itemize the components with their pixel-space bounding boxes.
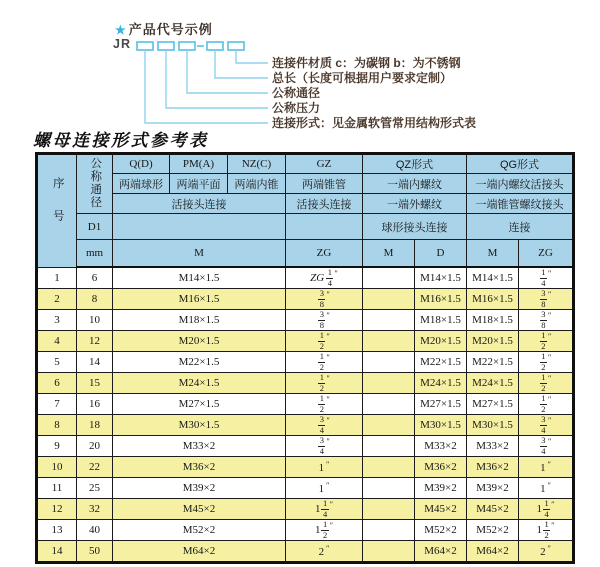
- row-qz-d: M33×2: [415, 436, 467, 457]
- row-gz-size: 1 ″: [286, 478, 363, 499]
- row-serial-no: 3: [37, 310, 77, 331]
- header-type-qg: QG形式: [467, 154, 574, 174]
- row-qg-m: M30×1.5: [467, 415, 519, 436]
- row-m-thread: M20×1.5: [113, 331, 286, 352]
- row-dn-mm: 32: [77, 499, 113, 520]
- header-unit-qz-d: D: [415, 240, 467, 268]
- row-qg-zg: $\frac{1}{2}$ ″: [519, 373, 574, 394]
- row-qg-zg: 1 $\frac{1}{2}$ ″: [519, 520, 574, 541]
- row-qg-m: M14×1.5: [467, 267, 519, 289]
- table-row: [37, 373, 574, 394]
- table-row: [37, 457, 574, 478]
- row-serial-no: 14: [37, 541, 77, 563]
- row-qz-d: M39×2: [415, 478, 467, 499]
- header-qg-connection: 连接: [467, 214, 574, 240]
- label-nominal-pressure: 公称压力: [272, 101, 321, 115]
- table-body: [37, 267, 574, 563]
- header-unit-m: M: [113, 240, 286, 268]
- row-qz-m: [363, 478, 415, 499]
- row-qg-zg: $\frac{1}{2}$ ″: [519, 394, 574, 415]
- header-ends-qz: 一端内螺纹: [363, 174, 467, 194]
- row-qz-d: M22×1.5: [415, 352, 467, 373]
- label-connector-material: 连接件材质 c：为碳钢 b：为不锈钢: [272, 56, 461, 70]
- row-gz-size: $\frac{3}{4}$ ″: [286, 436, 363, 457]
- row-m-thread: M24×1.5: [113, 373, 286, 394]
- header-unit-qg-zg: ZG: [519, 240, 574, 268]
- table-row: [37, 499, 574, 520]
- diagram-title: [115, 19, 213, 38]
- table-row: [37, 289, 574, 310]
- row-gz-size: 2 ″: [286, 541, 363, 563]
- row-m-thread: M22×1.5: [113, 352, 286, 373]
- row-serial-no: 11: [37, 478, 77, 499]
- code-box-1: [137, 42, 153, 50]
- header-d1: D1: [77, 214, 113, 240]
- row-serial-no: 8: [37, 415, 77, 436]
- row-qg-m: M24×1.5: [467, 373, 519, 394]
- row-qz-m: [363, 499, 415, 520]
- row-qz-m: [363, 394, 415, 415]
- row-qg-m: M39×2: [467, 478, 519, 499]
- row-qg-m: M52×2: [467, 520, 519, 541]
- header-unit-mm: mm: [77, 240, 113, 268]
- row-gz-size: $\frac{1}{2}$ ″: [286, 352, 363, 373]
- code-box-5: [228, 42, 244, 50]
- row-dn-mm: 50: [77, 541, 113, 563]
- code-box-4: [207, 42, 223, 50]
- row-m-thread: M27×1.5: [113, 394, 286, 415]
- row-qz-d: M27×1.5: [415, 394, 467, 415]
- header-qz-ball-joint: 球形接头连接: [363, 214, 467, 240]
- row-dn-mm: 25: [77, 478, 113, 499]
- row-qz-d: M20×1.5: [415, 331, 467, 352]
- row-m-thread: M52×2: [113, 520, 286, 541]
- row-m-thread: M64×2: [113, 541, 286, 563]
- row-qg-zg: 2 ″: [519, 541, 574, 563]
- row-serial-no: 12: [37, 499, 77, 520]
- row-gz-size: $\frac{1}{2}$ ″: [286, 331, 363, 352]
- row-dn-mm: 6: [77, 267, 113, 289]
- header-type-qz: QZ形式: [363, 154, 467, 174]
- header-union-connection: 活接头连接: [113, 194, 286, 214]
- table-row: [37, 478, 574, 499]
- row-dn-mm: 12: [77, 331, 113, 352]
- table-row: [37, 331, 574, 352]
- row-m-thread: M30×1.5: [113, 415, 286, 436]
- row-qz-m: [363, 436, 415, 457]
- table-row: [37, 415, 574, 436]
- row-m-thread: M14×1.5: [113, 267, 286, 289]
- label-nominal-diameter: 公称通径: [272, 86, 321, 100]
- row-dn-mm: 22: [77, 457, 113, 478]
- header-gz-union: 活接头连接: [286, 194, 363, 214]
- row-gz-size: $\frac{3}{4}$ ″: [286, 415, 363, 436]
- table-row: [37, 352, 574, 373]
- row-gz-size: $\frac{1}{2}$ ″: [286, 373, 363, 394]
- row-qz-d: M64×2: [415, 541, 467, 563]
- table-title: 螺母连接形式参考表: [33, 131, 209, 151]
- header-ends-gz: 两端锥管: [286, 174, 363, 194]
- row-serial-no: 6: [37, 373, 77, 394]
- header-unit-qz-m: M: [363, 240, 415, 268]
- leader-line-1: [145, 50, 268, 123]
- row-qz-d: M45×2: [415, 499, 467, 520]
- row-qz-m: [363, 289, 415, 310]
- row-gz-size: ZG $\frac{1}{4}$ ″: [286, 267, 363, 289]
- leader-line-2: [166, 50, 268, 108]
- row-serial-no: 7: [37, 394, 77, 415]
- header-ends-qg: 一端内螺纹活接头: [467, 174, 574, 194]
- leader-line-5: [236, 50, 268, 63]
- header-empty-gz: [286, 214, 363, 240]
- header-ends-nzc: 两端内锥: [228, 174, 286, 194]
- row-serial-no: 10: [37, 457, 77, 478]
- header-unit-qg-m: M: [467, 240, 519, 268]
- header-type-qd: Q(D): [113, 154, 170, 174]
- row-m-thread: M45×2: [113, 499, 286, 520]
- row-qg-zg: 1 $\frac{1}{4}$ ″: [519, 499, 574, 520]
- header-ends-qd: 两端球形: [113, 174, 170, 194]
- row-serial-no: 13: [37, 520, 77, 541]
- row-qz-m: [363, 310, 415, 331]
- row-m-thread: M18×1.5: [113, 310, 286, 331]
- row-qz-m: [363, 373, 415, 394]
- header-type-gz: GZ: [286, 154, 363, 174]
- row-gz-size: 1 $\frac{1}{2}$ ″: [286, 520, 363, 541]
- row-qg-zg: $\frac{1}{2}$ ″: [519, 352, 574, 373]
- row-qg-zg: $\frac{3}{4}$ ″: [519, 436, 574, 457]
- row-qz-m: [363, 331, 415, 352]
- row-qg-m: M22×1.5: [467, 352, 519, 373]
- row-dn-mm: 8: [77, 289, 113, 310]
- header-ends-pma: 两端平面: [170, 174, 228, 194]
- row-dn-mm: 16: [77, 394, 113, 415]
- row-m-thread: M39×2: [113, 478, 286, 499]
- table-row: [37, 267, 574, 289]
- row-m-thread: M36×2: [113, 457, 286, 478]
- row-qz-m: [363, 541, 415, 563]
- row-qg-m: M33×2: [467, 436, 519, 457]
- header-qz-external-thread: 一端外螺纹: [363, 194, 467, 214]
- row-gz-size: $\frac{1}{2}$ ″: [286, 394, 363, 415]
- row-qg-m: M20×1.5: [467, 331, 519, 352]
- row-dn-mm: 10: [77, 310, 113, 331]
- row-gz-size: 1 ″: [286, 457, 363, 478]
- row-qz-d: M30×1.5: [415, 415, 467, 436]
- nut-connection-reference-table: [35, 152, 575, 564]
- row-dn-mm: 14: [77, 352, 113, 373]
- row-qz-m: [363, 520, 415, 541]
- table-row: [37, 310, 574, 331]
- header-nominal-diameter: 公称通径: [77, 154, 113, 214]
- leader-line-3: [187, 50, 268, 93]
- row-qz-m: [363, 352, 415, 373]
- table-row: [37, 541, 574, 563]
- header-type-nzc: NZ(C): [228, 154, 286, 174]
- leader-line-4: [215, 50, 268, 78]
- row-qg-zg: 1 ″: [519, 478, 574, 499]
- code-box-2: [158, 42, 174, 50]
- table-row: [37, 394, 574, 415]
- header-serial-no: 序号: [37, 154, 77, 268]
- row-qg-zg: 1 ″: [519, 457, 574, 478]
- code-box-3: [179, 42, 195, 50]
- product-code-prefix: JR: [113, 37, 131, 51]
- row-qz-d: M14×1.5: [415, 267, 467, 289]
- row-qg-m: M36×2: [467, 457, 519, 478]
- row-qz-d: M18×1.5: [415, 310, 467, 331]
- row-serial-no: 9: [37, 436, 77, 457]
- row-qg-zg: $\frac{1}{4}$ ″: [519, 267, 574, 289]
- row-qg-m: M64×2: [467, 541, 519, 563]
- row-qg-m: M45×2: [467, 499, 519, 520]
- row-gz-size: $\frac{3}{8}$ ″: [286, 289, 363, 310]
- row-qz-m: [363, 415, 415, 436]
- row-dn-mm: 20: [77, 436, 113, 457]
- row-qg-zg: $\frac{3}{8}$ ″: [519, 289, 574, 310]
- star-icon: ★: [115, 23, 127, 37]
- header-type-pma: PM(A): [170, 154, 228, 174]
- row-dn-mm: 15: [77, 373, 113, 394]
- label-connection-form: 连接形式：见金属软管常用结构形式表: [272, 116, 477, 130]
- row-qz-d: M52×2: [415, 520, 467, 541]
- row-serial-no: 4: [37, 331, 77, 352]
- row-qg-zg: $\frac{1}{2}$ ″: [519, 331, 574, 352]
- diagram-title-text: 产品代号示例: [128, 22, 213, 37]
- row-qg-m: M18×1.5: [467, 310, 519, 331]
- row-qz-m: [363, 457, 415, 478]
- row-serial-no: 5: [37, 352, 77, 373]
- header-empty-m-span: [113, 214, 286, 240]
- row-dn-mm: 40: [77, 520, 113, 541]
- row-gz-size: $\frac{3}{8}$ ″: [286, 310, 363, 331]
- table-row: [37, 436, 574, 457]
- table-row: [37, 520, 574, 541]
- row-qg-zg: $\frac{3}{4}$ ″: [519, 415, 574, 436]
- row-qz-d: M36×2: [415, 457, 467, 478]
- row-gz-size: 1 $\frac{1}{4}$ ″: [286, 499, 363, 520]
- row-m-thread: M16×1.5: [113, 289, 286, 310]
- row-serial-no: 1: [37, 267, 77, 289]
- row-qz-d: M24×1.5: [415, 373, 467, 394]
- row-qz-d: M16×1.5: [415, 289, 467, 310]
- header-qg-taper-thread: 一端锥管螺纹接头: [467, 194, 574, 214]
- header-unit-gz: ZG: [286, 240, 363, 268]
- row-qz-m: [363, 267, 415, 289]
- row-qg-m: M27×1.5: [467, 394, 519, 415]
- row-dn-mm: 18: [77, 415, 113, 436]
- row-qg-zg: $\frac{3}{8}$ ″: [519, 310, 574, 331]
- row-m-thread: M33×2: [113, 436, 286, 457]
- row-serial-no: 2: [37, 289, 77, 310]
- label-total-length: 总长（长度可根据用户要求定制）: [272, 71, 453, 85]
- row-qg-m: M16×1.5: [467, 289, 519, 310]
